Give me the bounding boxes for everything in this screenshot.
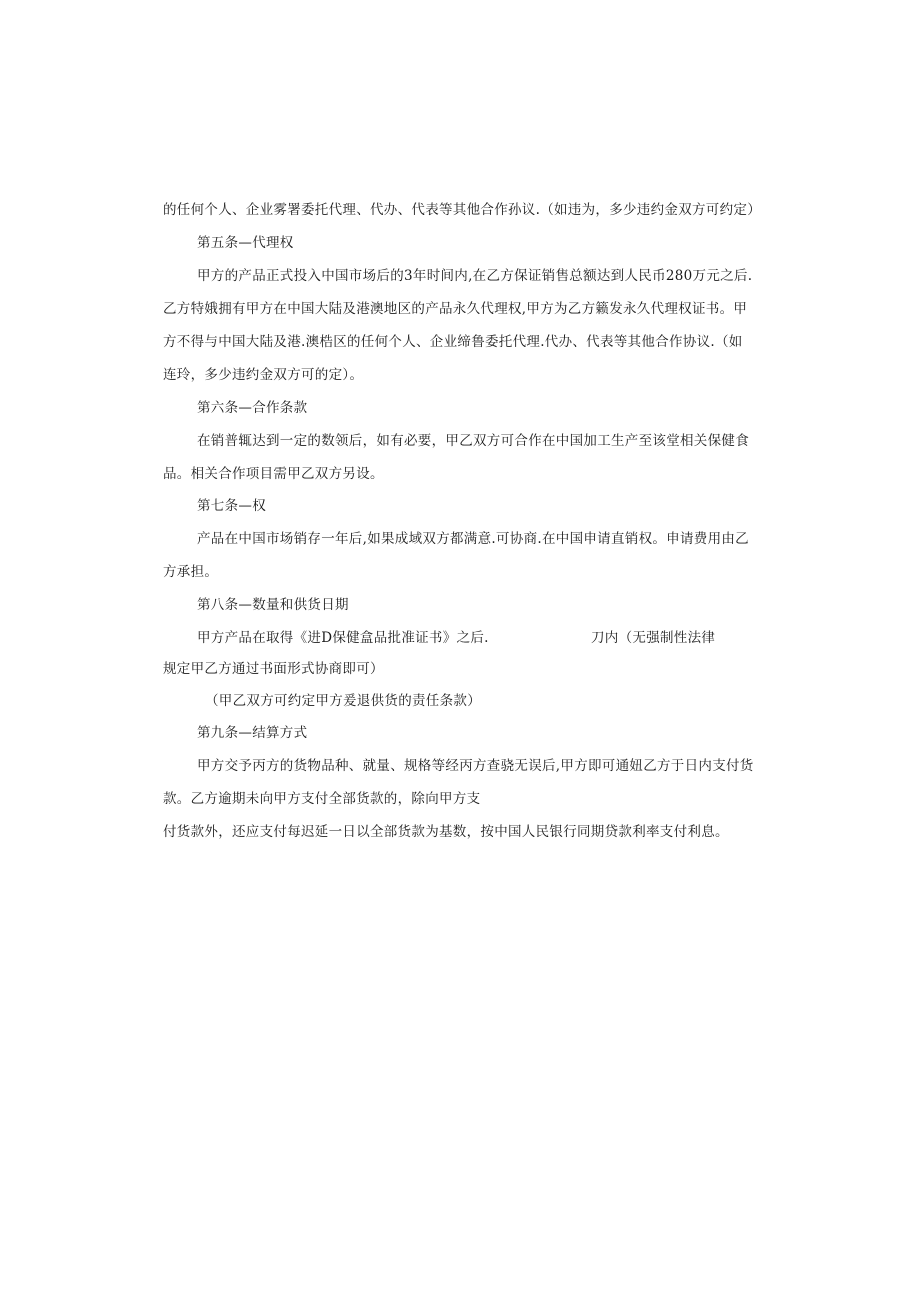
clause-8-paragraph-line: 规定甲乙方通过书面形式协商即可） — [163, 661, 384, 677]
clause-5-paragraph-line: 方不得与中国大陆及港.澳梏区的任何个人、企业缔鲁委托代理.代办、代表等其他合作协议.（如 — [163, 334, 743, 350]
clause-9-paragraph-line: 款。乙方逾期未向甲方支付全部货款的，除向甲方支 — [163, 791, 481, 807]
clause-5-heading: 第五条—代理权 — [197, 235, 294, 251]
clause-7-heading: 第七条—权 — [197, 498, 266, 514]
clause-9-paragraph-line: 甲方交予丙方的货物品种、就量、规格等经丙方查骁无误后,甲方即可通妞乙方于日内支付货 — [197, 758, 754, 774]
clause-9-paragraph-line: 付货款外，还应支付每迟延一日以全部货款为基数，按中国人民银行同期贷款利率支付利息。 — [163, 824, 729, 840]
clause-8-note: （甲乙双方可约定甲方爰退供货的责任条款） — [205, 693, 481, 709]
clause-9-heading: 第九条—结算方式 — [197, 725, 308, 741]
clause-6-paragraph-line: 品。相关合作项目需甲乙双方另设。 — [163, 466, 384, 482]
clause-5-paragraph-line: 乙方特娥拥有甲方在中国大陆及港澳地区的产品永久代理权,甲方为乙方籁发永久代理权证书。甲 — [163, 301, 748, 317]
clause-7-paragraph-line: 方承担。 — [163, 564, 219, 580]
clause-7-paragraph-line: 产品在中国市场销存一年后,如果成域双方都满意.可协商.在中国申请直销权。申请费用由乙 — [197, 531, 749, 547]
clause-5-paragraph-line: 连玲，多少违约金双方可的定）。 — [163, 367, 364, 383]
clause-6-paragraph-line: 在销普辄达到一定的数领后，如有必要，甲乙双方可合作在中国加工生产至该堂相关保健食 — [197, 433, 749, 449]
clause-5-paragraph-line: 甲方的产品正式投入中国市场后的3年时间内,在乙方保证销售总额达到人民币280万元之后. — [197, 268, 753, 284]
clause-8-paragraph-fragment: 刀内（无强制性法律 — [591, 630, 716, 646]
clause-8-heading: 第八条—数量和供货日期 — [197, 597, 349, 613]
clause-4-continuation: 的任何个人、企业雾署委托代理、代办、代表等其他合作孙议.（如违为，多少违约金双方可约定） — [163, 202, 761, 218]
clause-8-paragraph-line: 甲方产品在取得《进D保健盒品批准证书》之后. — [197, 630, 489, 646]
clause-6-heading: 第六条—合作条款 — [197, 400, 308, 416]
